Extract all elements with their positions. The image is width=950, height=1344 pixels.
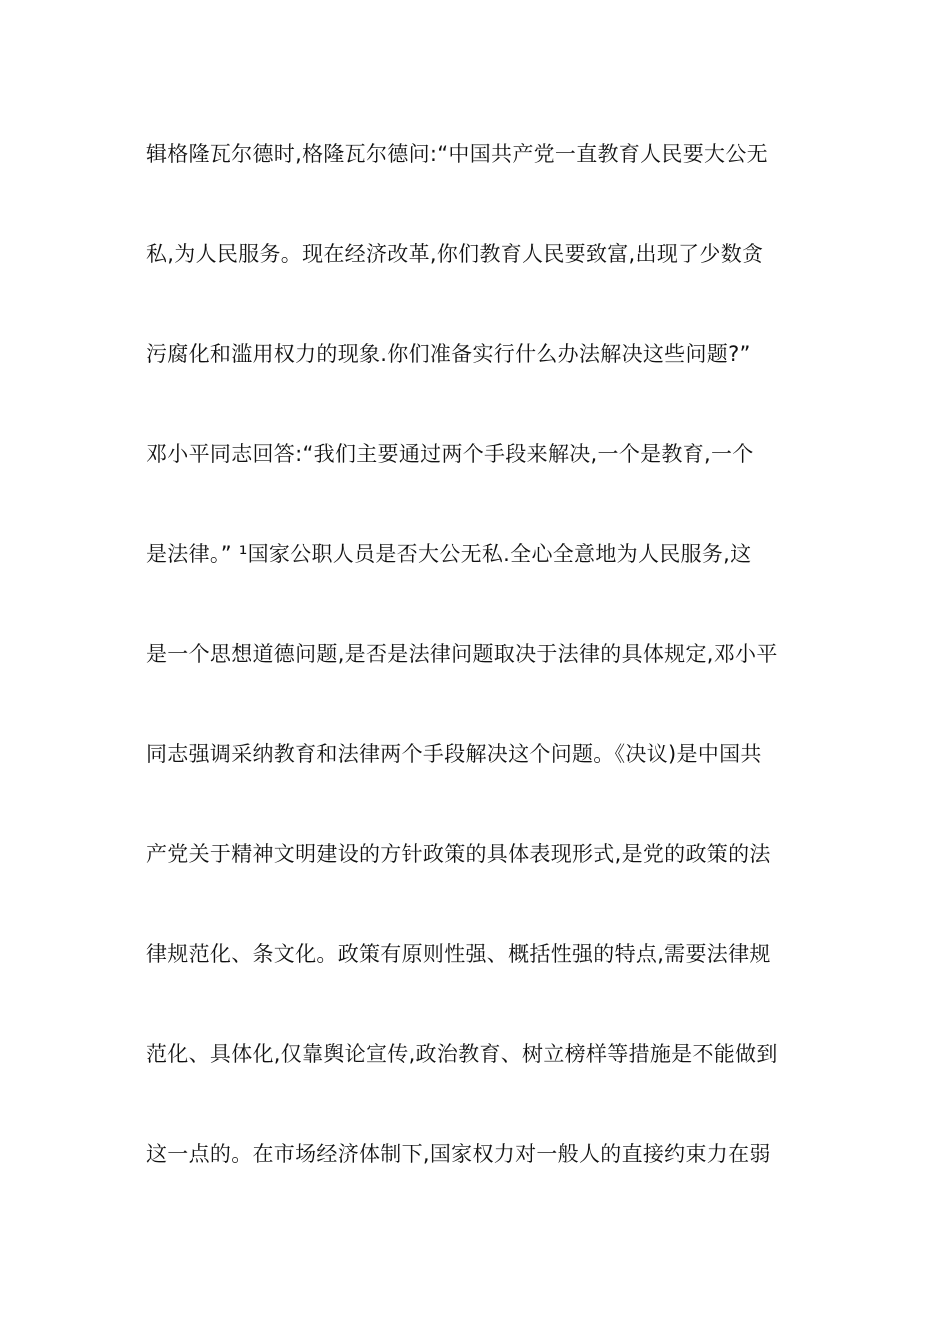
body-text-line: 同志强调采纳教育和法律两个手段解决这个问题。《决议)是中国共 [146,742,762,766]
body-text-line: 辑格隆瓦尔德时,格隆瓦尔德问:“中国共产党一直教育人民要大公无 [146,142,768,166]
body-text-line: 是一个思想道德问题,是否是法律问题取决于法律的具体规定,邓小平 [146,642,778,666]
body-text-line: 律规范化、条文化。政策有原则性强、概括性强的特点,需要法律规 [146,942,771,966]
body-text-line: 私,为人民服务。现在经济改革,你们教育人民要致富,出现了少数贪 [146,242,764,266]
body-text-line: 范化、具体化,仅靠舆论宣传,政治教育、树立榜样等措施是不能做到 [146,1042,778,1066]
body-text-line: 邓小平同志回答:“我们主要通过两个手段来解决,一个是教育,一个 [146,442,754,466]
body-text-line: 产党关于精神文明建设的方针政策的具体表现形式,是党的政策的法 [146,842,771,866]
body-text-line: 是法律。” ¹国家公职人员是否大公无私.全心全意地为人民服务,这 [146,542,752,566]
body-text-line: 污腐化和滥用权力的现象.你们准备实行什么办法解决这些问题?” [146,342,751,366]
body-text-line: 这一点的。在市场经济体制下,国家权力对一般人的直接约束力在弱 [146,1142,771,1166]
